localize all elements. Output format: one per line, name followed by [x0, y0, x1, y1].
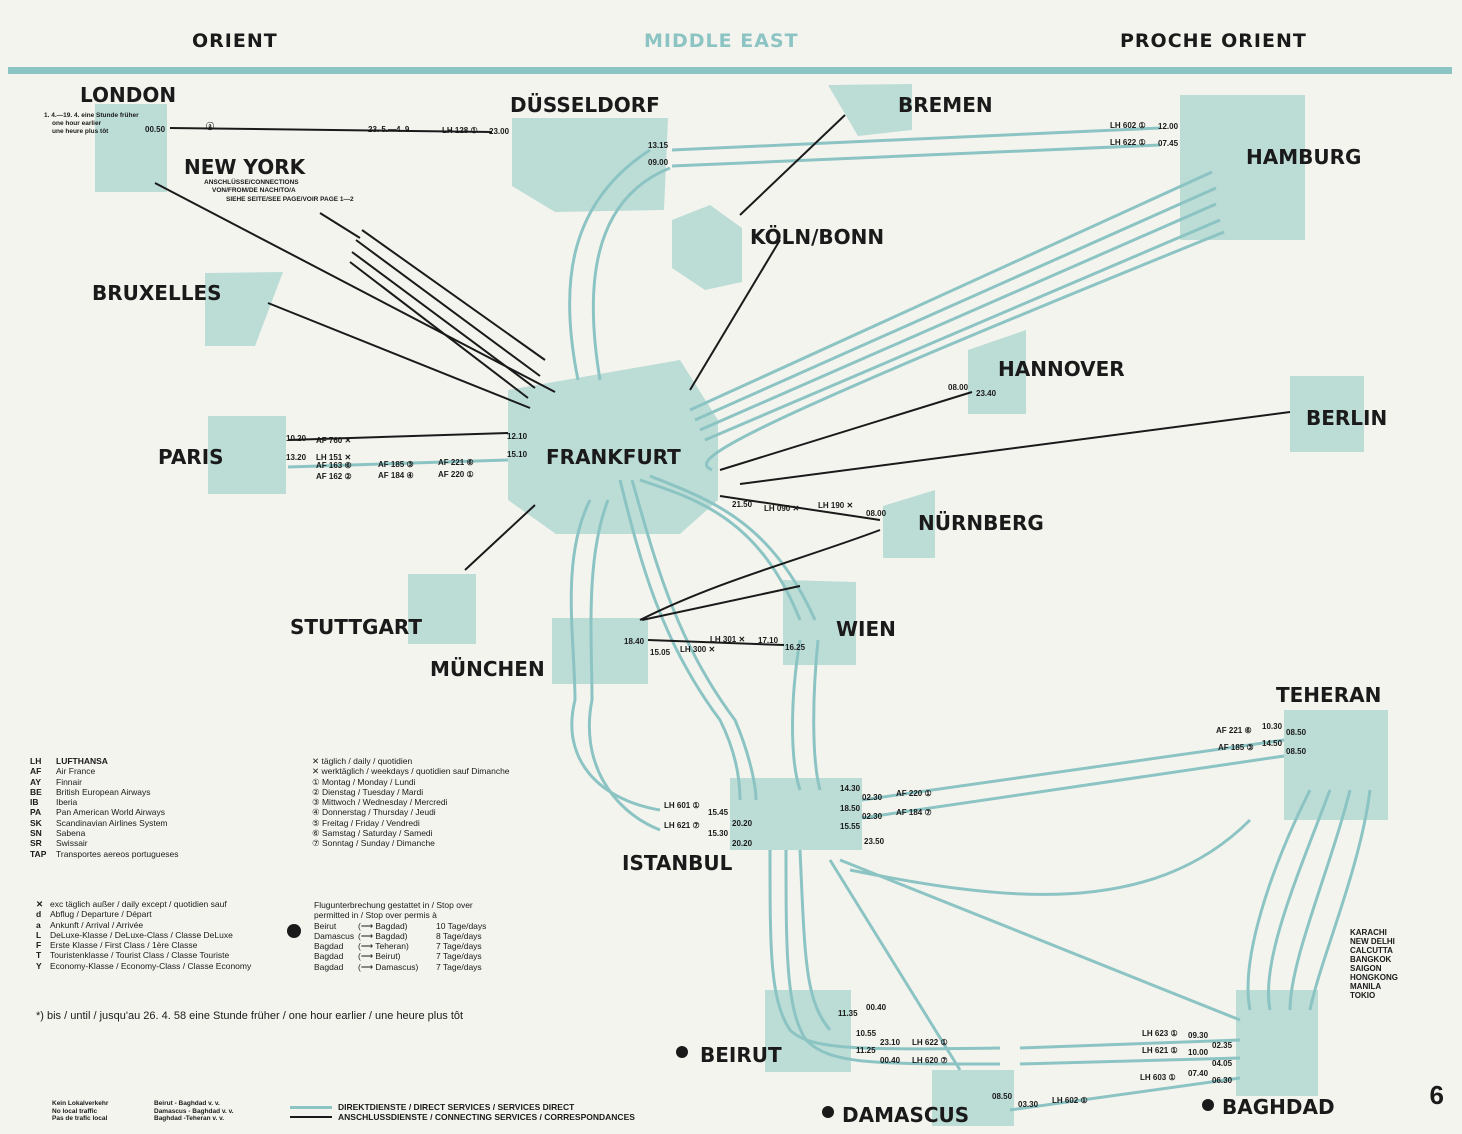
flight-label: 11.35 [838, 1009, 858, 1018]
city-bremen: BREMEN [898, 93, 993, 117]
no-local-traffic-legend [52, 1100, 108, 1123]
day-row: ✕ täglich / daily / quotidien [312, 756, 413, 766]
flight-label: LH 601 ① [664, 801, 700, 810]
flight-label: AF 185 ③ [1218, 743, 1254, 752]
flight-label: AF 760 ✕ [316, 436, 352, 445]
route-istanbul-baghdad [840, 860, 1240, 1020]
day-row: ④ Donnerstag / Thursday / Jeudi [312, 807, 436, 818]
flight-label: 09.00 [648, 158, 669, 167]
route-connections-bundle-3 [352, 252, 535, 388]
day-row: ② Dienstag / Tuesday / Mardi [312, 786, 424, 797]
flight-label: 15.30 [708, 829, 729, 838]
city-beirut: BEIRUT [700, 1043, 782, 1067]
flight-label: 23.00 [489, 127, 510, 136]
region-teheran [1284, 710, 1388, 820]
flight-label: 15.55 [840, 822, 861, 831]
flight-label: AF 184 ⑦ [896, 808, 932, 817]
flight-label: LH 301 ✕ [710, 635, 746, 644]
class-row: T Touristenklasse / Tourist Class / Classe Touriste [36, 950, 230, 961]
airline-row: TAP Transportes aereos portugueses [30, 848, 179, 859]
direct-swatch [290, 1106, 332, 1109]
flight-label: 10.00 [1188, 1048, 1209, 1057]
route-beirut-baghdad-2 [1020, 1058, 1240, 1064]
flight-label: 14.50 [1262, 739, 1283, 748]
stopover-row: Bagdad (⟶ Damascus) 7 Tage/days [314, 961, 482, 972]
header-orient: ORIENT [192, 30, 278, 52]
class-row: L DeLuxe-Klasse / DeLuxe-Class / Classe DeLuxe [36, 929, 233, 940]
flight-label: LH 090 ✕ [764, 504, 800, 513]
stop-baghdad-dot [1202, 1099, 1214, 1111]
connecting-swatch [290, 1116, 332, 1118]
flight-label: AF 220 ① [896, 789, 932, 798]
flight-label: 23.10 [880, 1038, 901, 1047]
flight-label: 14.30 [840, 784, 861, 793]
vv-3: Baghdad -Teheran v. v. [154, 1115, 225, 1122]
city-hamburg: HAMBURG [1246, 145, 1362, 169]
airline-row: SK Scandinavian Airlines System [30, 817, 168, 828]
class-row: Y Economy-Klasse / Economy-Class / Classe Economy [36, 960, 252, 971]
flight-label: AF 162 ② [316, 472, 352, 481]
region-koelnbonn [672, 205, 742, 290]
route-frankfurt-berlin [740, 412, 1290, 484]
flight-label: LH 621 ⑦ [664, 821, 700, 830]
city-nuernberg: NÜRNBERG [918, 511, 1044, 535]
flight-label: LH 623 ① [1142, 1029, 1178, 1038]
class-row: F Erste Klasse / First Class / 1ère Classe [36, 940, 198, 951]
stopover-dot [287, 924, 301, 938]
city-berlin: BERLIN [1306, 406, 1388, 430]
day-row: ③ Mittwoch / Wednesday / Mercredi [312, 797, 448, 808]
flight-label: 00.40 [880, 1056, 901, 1065]
flight-label: 04.05 [1212, 1059, 1233, 1068]
flight-label: AF 221 ⑥ [438, 458, 474, 467]
direct-label: DIREKTDIENSTE / DIRECT SERVICES / SERVICES DIRECT [338, 1102, 575, 1112]
header-middle-east: MIDDLE EAST [644, 30, 799, 52]
city-istanbul: ISTANBUL [622, 851, 733, 875]
airline-row: SR Swissair [30, 838, 88, 849]
flight-label: LH 602 ① [1110, 121, 1146, 130]
destination-list [1350, 928, 1398, 1000]
flight-label: AF 221 ⑥ [1216, 726, 1252, 735]
ny-note-2: VON/FROM/DE NACH/TO/A [212, 187, 296, 194]
day-row: ⑦ Sonntag / Sunday / Dimanche [312, 838, 435, 849]
flight-label: 08.50 [1286, 747, 1307, 756]
destination-item: HONGKONG [1350, 973, 1398, 982]
flight-label: 12.00 [1158, 122, 1179, 131]
route-connections-bundle-2 [356, 240, 540, 376]
header-proche-orient: PROCHE ORIENT [1120, 30, 1307, 52]
class-row: d Abflug / Departure / Départ [36, 909, 152, 920]
city-newyork: NEW YORK [184, 155, 306, 179]
flight-label: LH 622 ① [912, 1038, 948, 1047]
city-koelnbonn: KÖLN/BONN [750, 225, 885, 249]
flight-label: 00.40 [866, 1003, 887, 1012]
flight-label: 10.55 [856, 1029, 877, 1038]
flight-label: 16.25 [785, 643, 806, 652]
flight-label: 02.30 [862, 793, 883, 802]
flight-label: 18.50 [840, 804, 861, 813]
ny-note-3: SIEHE SEITE/SEE PAGE/VOIR PAGE 1—2 [226, 196, 354, 203]
destination-item: TOKIO [1350, 991, 1376, 1000]
airline-row: IB Iberia [30, 797, 78, 808]
flight-label: LH 602 ① [1052, 1096, 1088, 1105]
city-london: LONDON [80, 83, 177, 107]
stopover-row: Beirut (⟶ Bagdad) 10 Tage/days [314, 920, 487, 931]
stopover-title: Flugunterbrechung gestattet in / Stop over permitted in / Stop over permis à [314, 900, 473, 921]
flight-label: 20.20 [732, 839, 753, 848]
flight-label: 11.25 [856, 1046, 876, 1055]
flight-label: AF 163 ⑥ [316, 461, 352, 470]
flight-label: 12.10 [507, 432, 528, 441]
vv-1: Beirut - Baghdad v. v. [154, 1100, 220, 1107]
day-row: ✕ werktäglich / weekdays / quotidien sauf Dimanche [312, 766, 510, 777]
flight-label: LH 151 ✕ [316, 453, 352, 462]
footnote: *) bis / until / jusqu'au 26. 4. 58 eine Stunde früher / one hour earlier / une heure plus tôt [36, 1010, 464, 1022]
route-connections-arrow [320, 213, 360, 238]
day-row: ⑥ Samstag / Saturday / Samedi [312, 828, 433, 839]
route-baghdad-teheran-2 [1268, 790, 1330, 1010]
route-frankfurt-bremen [740, 115, 845, 215]
stopover-row: Damascus (⟶ Bagdad) 8 Tage/days [314, 930, 482, 941]
city-wien: WIEN [836, 617, 896, 641]
service-type-legend [290, 1102, 635, 1122]
city-bruxelles: BRUXELLES [92, 281, 222, 305]
flight-label: AF 184 ④ [378, 471, 414, 480]
city-paris: PARIS [158, 445, 224, 469]
flight-label: LH 300 ✕ [680, 645, 716, 654]
flight-label: AF 220 ① [438, 470, 474, 479]
route-baghdad-teheran-1 [1248, 790, 1310, 1010]
days-legend [312, 756, 510, 849]
flight-label: 00.50 [145, 125, 166, 134]
flight-label: LH 190 ✕ [818, 501, 854, 510]
flight-label: AF 185 ③ [378, 460, 414, 469]
airline-row: SN Sabena [30, 828, 86, 839]
route-istanbul-baghdad-2 [850, 820, 1250, 894]
no-local-1: Kein Lokalverkehr [52, 1100, 109, 1107]
airline-row: LH LUFTHANSA [30, 756, 108, 766]
flight-label: 02.30 [862, 812, 883, 821]
stopover-row: Bagdad (⟶ Teheran) 7 Tage/days [314, 941, 482, 952]
flight-label: LH 620 ⑦ [912, 1056, 948, 1065]
flight-label: 08.50 [1286, 728, 1307, 737]
vv-legend [154, 1100, 234, 1123]
flight-label: 23. 5.—4. 9. [368, 125, 412, 134]
page-number: 6 [1429, 1080, 1444, 1110]
flight-label: 13.20 [286, 453, 307, 462]
stop-beirut-dot [676, 1046, 688, 1058]
flight-label: 17.10 [758, 636, 779, 645]
flight-label: 03.30 [1018, 1100, 1039, 1109]
no-local-2: No local traffic [52, 1107, 98, 1115]
flight-label: 10.20 [286, 434, 307, 443]
flight-label: 09.30 [1188, 1031, 1209, 1040]
class-row: ✕ exc täglich außer / daily except / quotidien sauf [36, 899, 227, 909]
header-band [8, 67, 1452, 74]
flight-label: 07.40 [1188, 1069, 1209, 1078]
flight-label: LH 622 ① [1110, 138, 1146, 147]
flight-label: 06.30 [1212, 1076, 1233, 1085]
day-row: ① Montag / Monday / Lundi [312, 776, 416, 787]
flight-label: 21.50 [732, 500, 753, 509]
route-frankfurt-hamburg-5 [706, 232, 1224, 470]
city-duesseldorf: DÜSSELDORF [510, 93, 660, 117]
ny-note-1: ANSCHLÜSSE/CONNECTIONS [204, 179, 299, 186]
flight-label: 07.45 [1158, 139, 1179, 148]
airline-legend [30, 756, 179, 859]
route-frankfurt-hamburg-4 [705, 220, 1220, 440]
vv-2: Damascus - Baghdad v. v. [154, 1107, 234, 1115]
flight-label: 15.45 [708, 808, 729, 817]
class-row: a Ankunft / Arrival / Arrivée [36, 919, 144, 930]
flight-label: 08.50 [992, 1092, 1013, 1101]
stopover-row: Bagdad (⟶ Beirut) 7 Tage/days [314, 951, 482, 962]
region-muenchen [552, 618, 648, 684]
stopover-legend [314, 900, 486, 972]
no-local-3: Pas de trafic local [52, 1115, 108, 1122]
day-row: ⑤ Freitag / Friday / Vendredi [312, 817, 420, 828]
destination-item: KARACHI [1350, 928, 1387, 937]
city-hannover: HANNOVER [998, 357, 1125, 381]
route-duesseldorf-hamburg [672, 128, 1160, 166]
city-muenchen: MÜNCHEN [430, 657, 545, 681]
class-legend [36, 899, 251, 971]
destination-item: SAIGON [1350, 964, 1382, 973]
flight-label: 15.10 [507, 450, 528, 459]
route-beirut-baghdad-1 [1020, 1040, 1240, 1048]
city-baghdad: BAGHDAD [1222, 1095, 1335, 1119]
route-frankfurt-hamburg-1 [690, 172, 1212, 410]
flight-label: 02.35 [1212, 1041, 1233, 1050]
flight-label: 15.05 [650, 648, 671, 657]
stop-damascus-dot [822, 1106, 834, 1118]
flight-label: 18.40 [624, 637, 645, 646]
city-frankfurt: FRANKFURT [546, 445, 681, 469]
london-note-2: one hour earlier [52, 120, 102, 127]
flight-label: LH 128 ① [442, 126, 478, 135]
flight-label: LH 621 ① [1142, 1046, 1178, 1055]
flight-label: ⓐ [206, 122, 214, 131]
city-teheran: TEHERAN [1276, 683, 1382, 707]
flight-label: LH 603 ① [1140, 1073, 1176, 1082]
city-damascus: DAMASCUS [842, 1103, 970, 1127]
airline-row: PA Pan American World Airways [30, 807, 165, 818]
airline-row: BE British European Airways [30, 786, 151, 797]
london-note-1: 1. 4.—19. 4. eine Stunde früher [44, 112, 139, 119]
destination-item: CALCUTTA [1350, 946, 1393, 955]
connecting-label: ANSCHLUSSDIENSTE / CONNECTING SERVICES / CORRESPONDANCES [338, 1112, 635, 1122]
city-stuttgart: STUTTGART [290, 615, 423, 639]
flight-label: 23.40 [976, 389, 997, 398]
airline-row: AY Finnair [30, 776, 82, 787]
flight-label: 13.15 [648, 141, 669, 150]
destination-item: NEW DELHI [1350, 937, 1395, 946]
route-frankfurt-stuttgart [465, 505, 535, 570]
flight-label: 10.30 [1262, 722, 1283, 731]
flight-label: 23.50 [864, 837, 885, 846]
flight-label: 08.00 [948, 383, 969, 392]
region-duesseldorf [512, 118, 668, 212]
flight-label: 20.20 [732, 819, 753, 828]
airline-row: AF Air France [30, 766, 96, 777]
region-blocks [95, 84, 1388, 1126]
flight-label: 08.00 [866, 509, 887, 518]
london-note-3: une heure plus tôt [52, 128, 109, 135]
destination-item: BANGKOK [1350, 955, 1392, 964]
destination-item: MANILA [1350, 982, 1382, 991]
